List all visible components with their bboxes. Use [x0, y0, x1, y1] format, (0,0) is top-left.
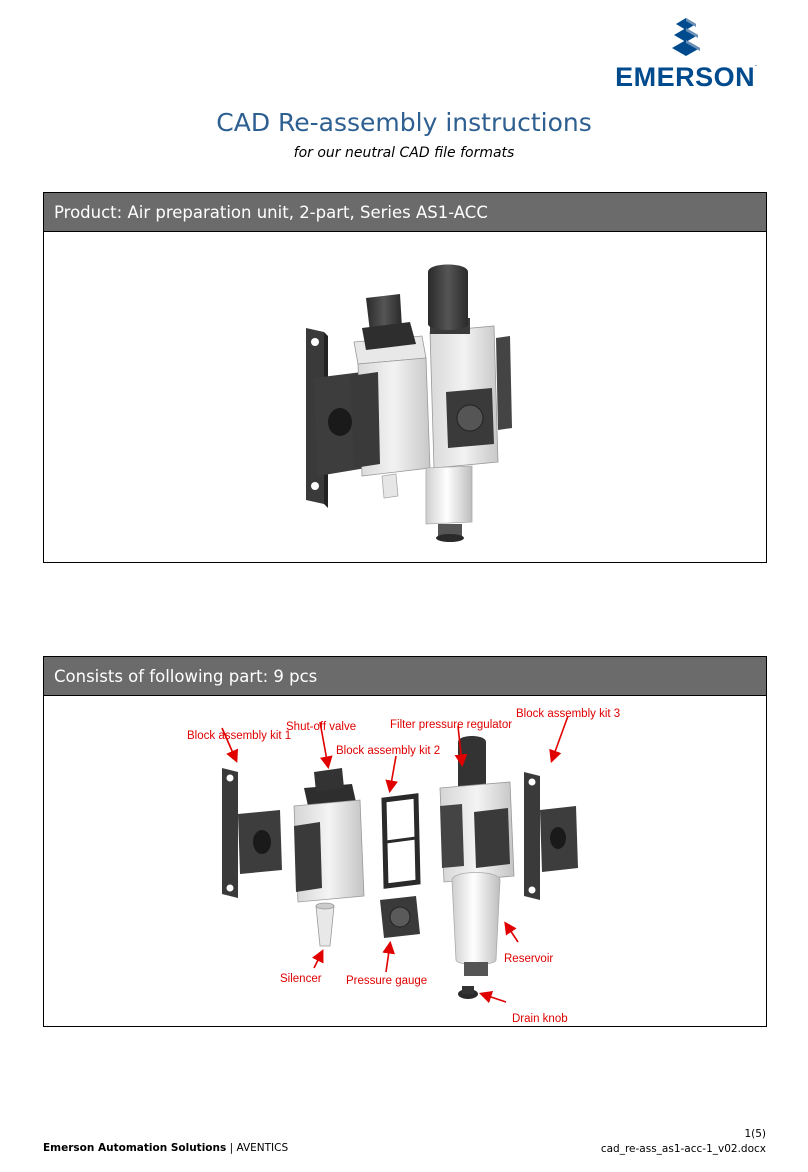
label-filter-regulator: Filter pressure regulator: [390, 719, 513, 731]
footer-company: [43, 1142, 288, 1154]
filter-regulator-body: [426, 265, 512, 543]
label-block-kit-1: Block assembly kit 1: [187, 730, 292, 742]
product-section: [43, 192, 767, 563]
part-shutoff-valve: [294, 768, 364, 902]
part-block-kit-1: [222, 768, 282, 898]
product-section-header: Product: Air preparation unit, 2-part, Series AS1-ACC: [44, 193, 766, 232]
emerson-logo: [604, 16, 768, 90]
footer-page-info: [601, 1127, 766, 1157]
part-block-kit-2: [384, 796, 418, 886]
document-title: CAD Re-assembly instructions: [216, 108, 592, 137]
footer-filename: cad_re-ass_as1-acc-1_v02.docx: [600, 1143, 766, 1155]
part-silencer: [316, 903, 334, 946]
label-block-kit-3: Block assembly kit 3: [516, 708, 621, 720]
footer-page-number: 1(5): [744, 1128, 766, 1140]
shutoff-valve-body: [350, 294, 430, 498]
emerson-logo-text: EMERSON.: [615, 62, 757, 92]
parts-image-area: [44, 696, 766, 1026]
label-drain-knob: Drain knob: [512, 1013, 568, 1025]
label-block-kit-2: Block assembly kit 2: [336, 745, 441, 757]
parts-section: [43, 656, 767, 1027]
parts-section-header: Consists of following part: 9 pcs: [44, 657, 766, 696]
part-reservoir: [452, 873, 500, 977]
footer-company-bold: Emerson Automation Solutions: [43, 1142, 227, 1154]
label-silencer: Silencer: [280, 973, 322, 985]
part-filter-regulator: [440, 736, 514, 882]
emerson-logo-mark: [604, 16, 768, 62]
document-subtitle: for our neutral CAD file formats: [293, 145, 515, 161]
label-reservoir: Reservoir: [504, 953, 554, 965]
product-image-area: [44, 232, 766, 562]
exploded-parts-illustration: [44, 696, 766, 1026]
part-block-kit-3: [524, 772, 578, 900]
footer-company-rest: | AVENTICS: [226, 1142, 289, 1154]
part-drain-knob: [458, 986, 478, 999]
label-pressure-gauge: Pressure gauge: [346, 975, 428, 987]
part-pressure-gauge: [380, 896, 420, 938]
assembled-unit-illustration: [44, 232, 766, 562]
label-shutoff-valve: Shut-off valve: [286, 721, 357, 733]
